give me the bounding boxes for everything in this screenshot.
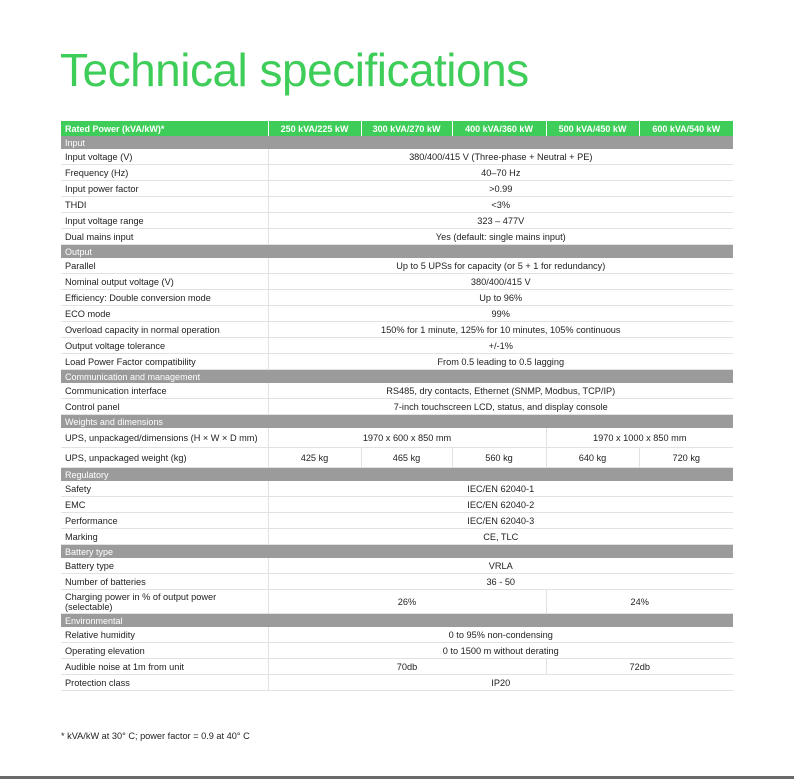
row-value: 7-inch touchscreen LCD, status, and display console	[268, 399, 733, 415]
row-label: Input voltage range	[61, 213, 268, 229]
row-label: Load Power Factor compatibility	[61, 354, 268, 370]
row-label: Battery type	[61, 558, 268, 574]
row-label: Protection class	[61, 675, 268, 691]
row-value: 640 kg	[546, 448, 639, 468]
row-value: <3%	[268, 197, 733, 213]
table-row	[61, 274, 733, 290]
row-value: 72db	[546, 659, 733, 675]
row-value: Up to 96%	[268, 290, 733, 306]
table-row	[61, 448, 733, 468]
row-label: Operating elevation	[61, 643, 268, 659]
section-header	[61, 614, 733, 628]
table-row	[61, 558, 733, 574]
section-title: Environmental	[61, 614, 733, 628]
table-row	[61, 306, 733, 322]
section-header	[61, 370, 733, 384]
row-value: 323 – 477V	[268, 213, 733, 229]
section-title: Input	[61, 136, 733, 149]
table-row	[61, 675, 733, 691]
row-value: Up to 5 UPSs for capacity (or 5 + 1 for redundancy)	[268, 258, 733, 274]
table-row	[61, 197, 733, 213]
row-value: 70db	[268, 659, 546, 675]
row-value: IEC/EN 62040-1	[268, 481, 733, 497]
row-value: From 0.5 leading to 0.5 lagging	[268, 354, 733, 370]
row-value: VRLA	[268, 558, 733, 574]
footnote: * kVA/kW at 30° C; power factor = 0.9 at 40° C	[61, 731, 250, 741]
row-value: 1970 x 600 x 850 mm	[268, 428, 546, 448]
table-row	[61, 659, 733, 675]
row-value: 150% for 1 minute, 125% for 10 minutes, 105% continuous	[268, 322, 733, 338]
table-row	[61, 229, 733, 245]
table-row	[61, 149, 733, 165]
header-cell: 250 kVA/225 kW	[268, 121, 361, 136]
row-value: 36 - 50	[268, 574, 733, 590]
section-title: Battery type	[61, 545, 733, 559]
row-value: 99%	[268, 306, 733, 322]
row-value: >0.99	[268, 181, 733, 197]
row-value: 380/400/415 V	[268, 274, 733, 290]
row-label: UPS, unpackaged weight (kg)	[61, 448, 268, 468]
section-title: Weights and dimensions	[61, 415, 733, 429]
section-header	[61, 468, 733, 482]
section-header	[61, 545, 733, 559]
row-value: 1970 x 1000 x 850 mm	[546, 428, 733, 448]
row-value: CE, TLC	[268, 529, 733, 545]
row-label: UPS, unpackaged/dimensions (H × W × D mm)	[61, 428, 268, 448]
row-label: Marking	[61, 529, 268, 545]
row-label: Performance	[61, 513, 268, 529]
table-row	[61, 428, 733, 448]
table-row	[61, 481, 733, 497]
table-row	[61, 513, 733, 529]
section-title: Communication and management	[61, 370, 733, 384]
row-value: IEC/EN 62040-3	[268, 513, 733, 529]
table-row	[61, 354, 733, 370]
table-row	[61, 290, 733, 306]
table-header	[61, 121, 733, 136]
row-value: 465 kg	[361, 448, 452, 468]
row-label-line: (selectable)	[65, 601, 113, 612]
row-label: Input voltage (V)	[61, 149, 268, 165]
row-value: 425 kg	[268, 448, 361, 468]
row-value: 380/400/415 V (Three-phase + Neutral + PE)	[268, 149, 733, 165]
row-value: 24%	[546, 590, 733, 614]
section-title: Output	[61, 245, 733, 259]
table-row	[61, 574, 733, 590]
section-header	[61, 245, 733, 259]
row-value: IP20	[268, 675, 733, 691]
row-value: 26%	[268, 590, 546, 614]
section-header	[61, 136, 733, 149]
row-label: Nominal output voltage (V)	[61, 274, 268, 290]
header-cell: 500 kVA/450 kW	[546, 121, 639, 136]
row-label: EMC	[61, 497, 268, 513]
section-title: Regulatory	[61, 468, 733, 482]
row-label: Input power factor	[61, 181, 268, 197]
header-cell: Rated Power (kVA/kW)*	[61, 121, 268, 136]
table-row	[61, 258, 733, 274]
spec-table	[61, 121, 733, 691]
row-label: Relative humidity	[61, 627, 268, 643]
row-label: Audible noise at 1m from unit	[61, 659, 268, 675]
row-label: Control panel	[61, 399, 268, 415]
row-label: Safety	[61, 481, 268, 497]
row-label: Number of batteries	[61, 574, 268, 590]
row-label: Dual mains input	[61, 229, 268, 245]
header-cell: 300 kVA/270 kW	[361, 121, 452, 136]
row-value: 720 kg	[639, 448, 733, 468]
row-value: Yes (default: single mains input)	[268, 229, 733, 245]
row-label: THDI	[61, 197, 268, 213]
table-row	[61, 529, 733, 545]
row-value: 0 to 1500 m without derating	[268, 643, 733, 659]
table-row	[61, 165, 733, 181]
row-label: Parallel	[61, 258, 268, 274]
page-title: Technical specifications	[60, 44, 529, 96]
table-row	[61, 399, 733, 415]
table-row	[61, 383, 733, 399]
row-value: 40–70 Hz	[268, 165, 733, 181]
header-cell: 400 kVA/360 kW	[452, 121, 546, 136]
row-value: RS485, dry contacts, Ethernet (SNMP, Modbus, TCP/IP)	[268, 383, 733, 399]
table-row	[61, 643, 733, 659]
row-label: Communication interface	[61, 383, 268, 399]
row-label: Frequency (Hz)	[61, 165, 268, 181]
bottom-rule	[0, 776, 794, 779]
table-row	[61, 497, 733, 513]
row-value: 560 kg	[452, 448, 546, 468]
row-value: IEC/EN 62040-2	[268, 497, 733, 513]
table-row	[61, 338, 733, 354]
table-row	[61, 213, 733, 229]
table-row	[61, 627, 733, 643]
table-row	[61, 322, 733, 338]
section-header	[61, 415, 733, 429]
header-cell: 600 kVA/540 kW	[639, 121, 733, 136]
row-label: Efficiency: Double conversion mode	[61, 290, 268, 306]
table-row	[61, 590, 733, 614]
row-label: Output voltage tolerance	[61, 338, 268, 354]
row-label: ECO mode	[61, 306, 268, 322]
row-label-line: Charging power in % of output power	[65, 591, 217, 602]
row-label	[61, 590, 268, 614]
row-value: +/-1%	[268, 338, 733, 354]
row-label: Overload capacity in normal operation	[61, 322, 268, 338]
table-row	[61, 181, 733, 197]
row-value: 0 to 95% non-condensing	[268, 627, 733, 643]
